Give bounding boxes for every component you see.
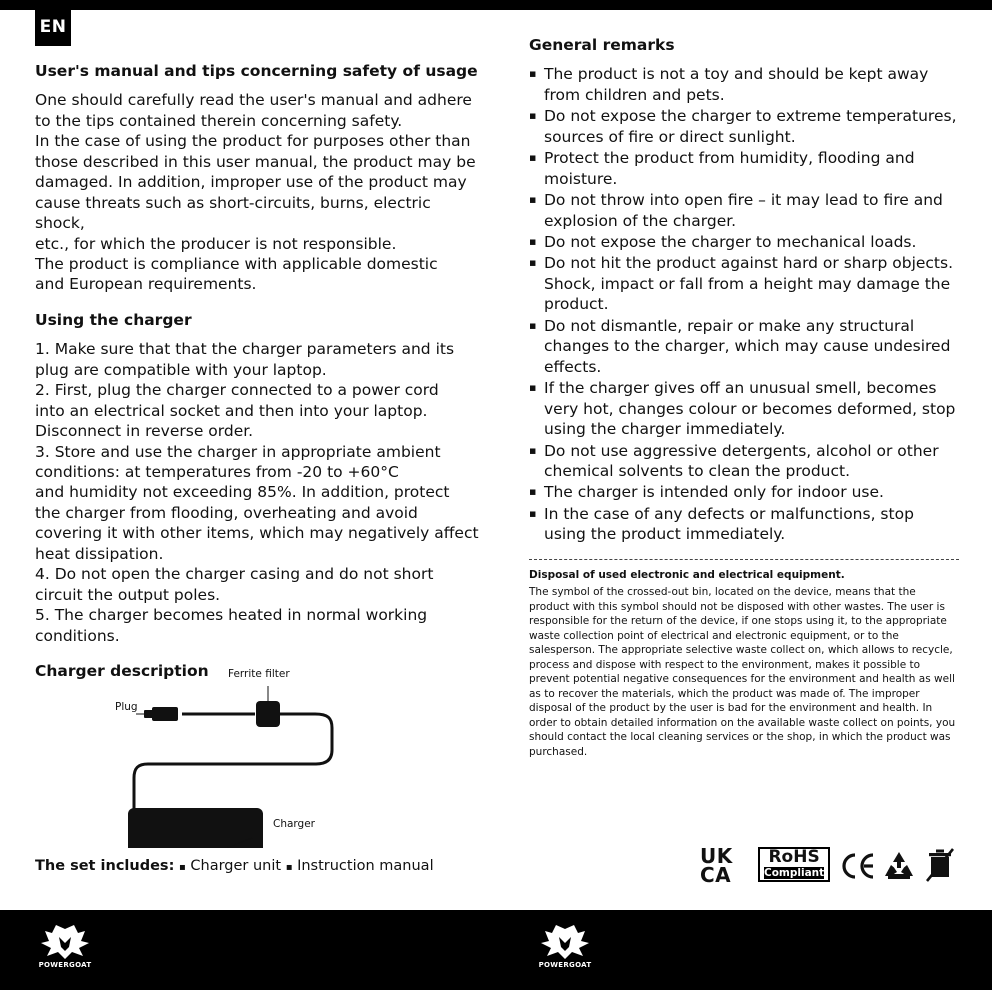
ukca-line-2: CA bbox=[700, 863, 732, 887]
using-line: 2. First, plug the charger connected to a power cord bbox=[35, 381, 439, 400]
disposal-text: The symbol of the crossed-out bin, located on the device, means that the product with this symbol should not be disposed with other wastes. The user is responsible for the return of the device, if one stops using it, to the appropriate waste collection point of electrical and electronic equipment, or to the salesperson. The appropriate selective waste collect on, which allows to recycle, process and dispose with respect to the environment, makes it possible to prevent potential negative consequences for the environment and health as well as to recover the materials, which the product was made of. The improper disposal of the product by the user is bad for the environment and health. In order to obtain detailed information on the available waste collect on points, you should contact the local cleaning services or the shop, in which the product was purchased. bbox=[529, 586, 956, 758]
general-remarks-title: General remarks bbox=[529, 36, 675, 54]
list-item: ▪ If the charger gives off an unusual smell, becomes very hot, changes colour or becomes deformed, stop using the charger immediately. bbox=[529, 378, 959, 439]
rohs-line-2: Compliant bbox=[764, 866, 825, 879]
list-item: ▪ Do not throw into open fire – it may lead to fire and explosion of the charger. bbox=[529, 190, 959, 231]
diagram-label-plug: Plug bbox=[115, 701, 138, 713]
list-item: ▪ The product is not a toy and should be kept away from children and pets. bbox=[529, 64, 959, 105]
list-item: ▪ Protect the product from humidity, flooding and moisture. bbox=[529, 148, 959, 189]
using-line: 4. Do not open the charger casing and do not short bbox=[35, 565, 434, 584]
manual-line: The product is compliance with applicable domestic bbox=[35, 255, 438, 273]
manual-title: User's manual and tips concerning safety of usage bbox=[35, 62, 478, 80]
set-includes-label: The set includes: bbox=[35, 858, 175, 874]
rohs-mark bbox=[758, 847, 830, 882]
manual-line: to the tips contained therein concerning safety. bbox=[35, 111, 403, 130]
using-line: 3. Store and use the charger in appropriate ambient bbox=[35, 442, 441, 461]
brand-name: POWERGOAT bbox=[538, 961, 592, 969]
bullet-square-icon: ▪ bbox=[285, 862, 293, 873]
list-item: ▪ Do not use aggressive detergents, alcohol or other chemical solvents to clean the product. bbox=[529, 441, 959, 482]
top-black-bar bbox=[0, 0, 992, 10]
divider bbox=[529, 559, 959, 560]
set-includes-item: Instruction manual bbox=[297, 858, 434, 874]
set-includes-item: Charger unit bbox=[190, 858, 282, 874]
using-charger-title: Using the charger bbox=[35, 310, 192, 329]
manual-line: those described in this user manual, the product may be bbox=[35, 152, 476, 171]
brand-logo-right bbox=[533, 923, 597, 977]
brand-name: POWERGOAT bbox=[38, 961, 92, 969]
recycle-icon bbox=[882, 850, 916, 886]
list-item: ▪ Do not expose the charger to mechanical loads. bbox=[529, 232, 959, 252]
using-line: circuit the output poles. bbox=[35, 585, 221, 604]
using-line: 5. The charger becomes heated in normal working bbox=[35, 606, 428, 625]
disposal-title: Disposal of used electronic and electrical equipment. bbox=[529, 568, 845, 581]
set-includes bbox=[35, 857, 434, 876]
list-item: ▪ Do not dismantle, repair or make any structural changes to the charger, which may cause undesired effects. bbox=[529, 316, 959, 377]
ce-mark-icon bbox=[840, 851, 876, 885]
using-line: covering it with other items, which may negatively affect bbox=[35, 524, 479, 543]
manual-line: etc., for which the producer is not responsible. bbox=[35, 234, 397, 253]
certification-marks bbox=[700, 845, 960, 895]
using-line: into an electrical socket and then into your laptop. bbox=[35, 401, 428, 420]
right-column bbox=[529, 36, 959, 759]
manual-line: and European requirements. bbox=[35, 275, 257, 294]
using-charger-paragraphs bbox=[35, 339, 480, 646]
list-item: ▪ Do not expose the charger to extreme temperatures, sources of fire or direct sunlight. bbox=[529, 106, 959, 147]
general-remarks-list bbox=[529, 64, 959, 544]
using-line: Disconnect in reverse order. bbox=[35, 422, 254, 441]
list-item: ▪ In the case of any defects or malfunctions, stop using the product immediately. bbox=[529, 504, 959, 545]
manual-paragraphs bbox=[35, 90, 480, 295]
manual-line: damaged. In addition, improper use of the product may bbox=[35, 173, 467, 192]
diagram-label-ferrite-filter: Ferrite filter bbox=[228, 668, 290, 680]
manual-line: cause threats such as short-circuits, burns, electric shock, bbox=[35, 193, 431, 233]
ukca-line-1: UK bbox=[700, 844, 733, 868]
list-item: ▪ Do not hit the product against hard or sharp objects. Shock, impact or fall from a height may damage the product. bbox=[529, 253, 959, 314]
bottom-black-band bbox=[0, 910, 992, 990]
ukca-mark bbox=[700, 844, 733, 887]
using-line: the charger from flooding, overheating and avoid bbox=[35, 503, 418, 522]
bullet-square-icon: ▪ bbox=[178, 862, 186, 873]
charger-diagram bbox=[110, 668, 410, 848]
diagram-label-charger: Charger bbox=[273, 818, 315, 830]
left-column bbox=[35, 62, 480, 690]
crossed-out-bin-icon bbox=[925, 847, 955, 887]
using-line: plug are compatible with your laptop. bbox=[35, 360, 327, 379]
using-line: conditions: at temperatures from -20 to +60°C bbox=[35, 463, 399, 481]
list-item: ▪ The charger is intended only for indoor use. bbox=[529, 482, 959, 502]
brand-logo-left bbox=[33, 923, 97, 977]
using-line: conditions. bbox=[35, 626, 120, 645]
charger-description-title: Charger description bbox=[35, 662, 209, 681]
language-badge: EN bbox=[35, 8, 71, 46]
rohs-line-1: RoHS bbox=[768, 847, 820, 867]
using-line: 1. Make sure that that the charger parameters and its bbox=[35, 340, 455, 359]
using-line: heat dissipation. bbox=[35, 544, 164, 563]
manual-line: One should carefully read the user's manual and adhere bbox=[35, 91, 472, 110]
manual-line: In the case of using the product for purposes other than bbox=[35, 132, 471, 151]
using-line: and humidity not exceeding 85%. In addition, protect bbox=[35, 483, 450, 502]
